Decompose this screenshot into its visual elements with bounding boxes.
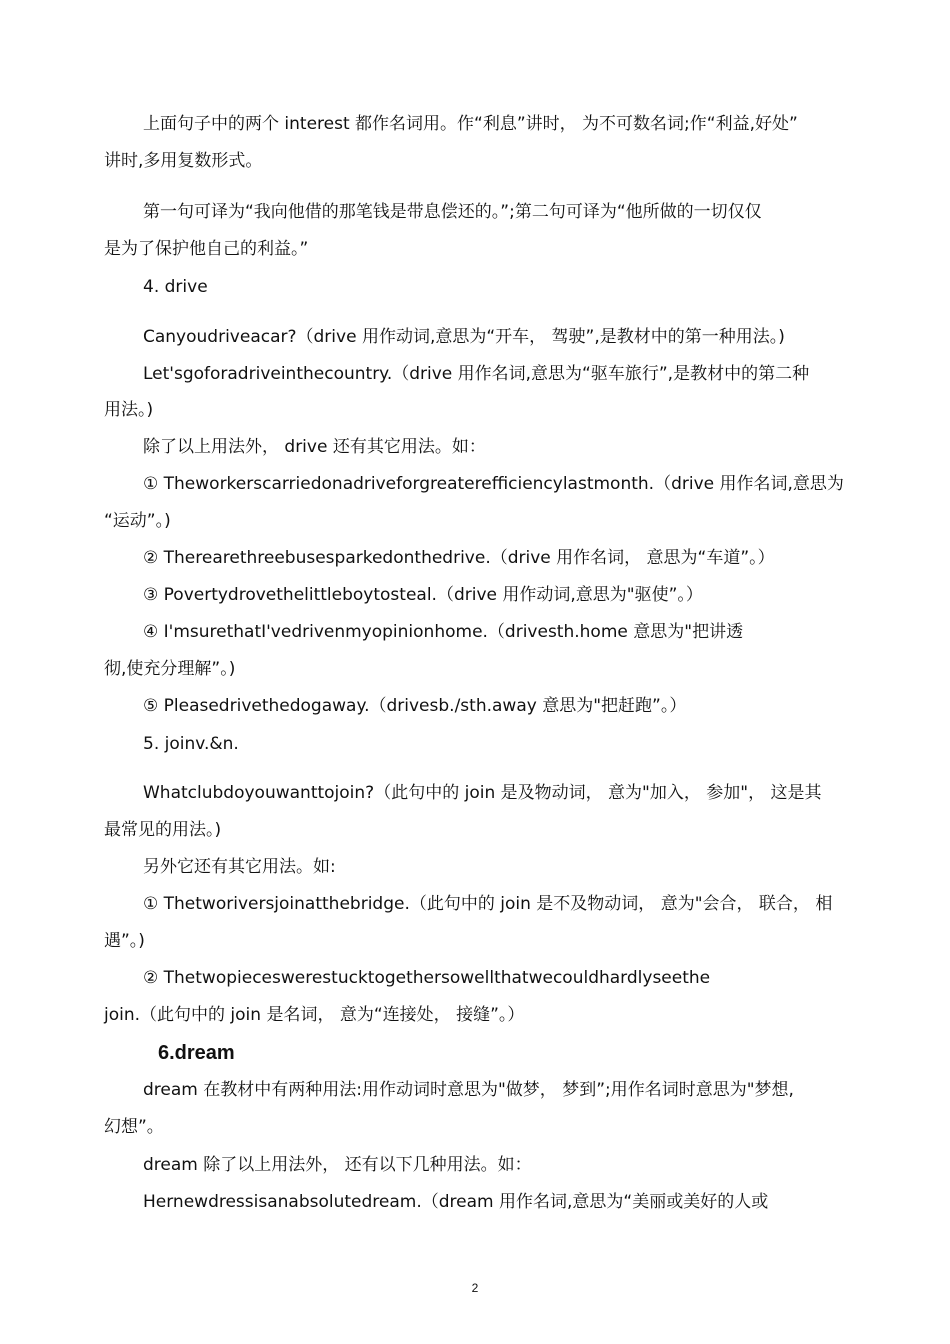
list-item: ① Theworkerscarriedonadriveforgreaterefficiencylastmonth.（drive 用作名词,意思为: [143, 474, 844, 494]
paragraph-line: 是为了保护他自己的利益。”: [104, 239, 309, 259]
list-item: ③ Povertydrovethelittleboytosteal.（drive 用作动词,意思为"驱使”。）: [143, 585, 703, 605]
list-item: ④ I'msurethatI'vedrivenmyopinionhome.（drivesth.home 意思为"把讲透: [143, 622, 744, 642]
list-item: ⑤ Pleasedrivethedogaway.（drivesb./sth.away 意思为"把赶跑”。）: [143, 696, 687, 716]
paragraph-line: Canyoudriveacar?（drive 用作动词,意思为“开车， 驾驶”,是教材中的第一种用法。): [143, 327, 785, 347]
paragraph-line: 讲时,多用复数形式。: [104, 151, 263, 171]
paragraph-line: 幻想”。: [104, 1117, 164, 1137]
paragraph-line: 上面句子中的两个 interest 都作名词用。作“利息”讲时， 为不可数名词;作“利益,好处”: [143, 114, 798, 134]
paragraph-line: Let'sgoforadriveinthecountry.（drive 用作名词,意思为“驱车旅行”,是教材中的第二种: [143, 364, 810, 384]
list-item: ① Thetworiversjoinatthebridge.（此句中的 join 是不及物动词， 意为"会合， 联合， 相: [143, 894, 833, 914]
paragraph-line: 另外它还有其它用法。如:: [143, 857, 336, 877]
page-number: 2: [471, 1281, 479, 1295]
paragraph-line: Whatclubdoyouwanttojoin?（此句中的 join 是及物动词， 意为"加入， 参加"， 这是其: [143, 783, 822, 803]
section-title: 4. drive: [143, 277, 208, 297]
list-item-continuation: 遇”。): [104, 931, 145, 951]
paragraph-line: dream 除了以上用法外， 还有以下几种用法。如：: [143, 1155, 532, 1175]
list-item: ② Therearethreebusesparkedonthedrive.（drive 用作名词， 意思为“车道”。）: [143, 548, 775, 568]
paragraph-line: 最常见的用法。): [104, 820, 222, 840]
paragraph-line: 第一句可译为“我向他借的那笔钱是带息偿还的。”;第二句可译为“他所做的一切仅仅: [143, 202, 762, 222]
paragraph-line: 用法。): [104, 400, 154, 420]
section-heading: 6.dream: [158, 1042, 235, 1064]
paragraph-line: 除了以上用法外， drive 还有其它用法。如：: [143, 437, 486, 457]
list-item-continuation: 彻,使充分理解”。): [104, 659, 236, 679]
paragraph-line: dream 在教材中有两种用法:用作动词时意思为"做梦， 梦到”;用作名词时意思为"梦想,: [143, 1080, 794, 1100]
paragraph-line: Hernewdressisanabsolutedream.（dream 用作名词,意思为“美丽或美好的人或: [143, 1192, 769, 1212]
list-item-continuation: “运动”。): [104, 511, 171, 531]
list-item-continuation: join.（此句中的 join 是名词， 意为“连接处， 接缝”。）: [104, 1005, 525, 1025]
list-item: ② Thetwopieceswerestucktogethersowellthatwecouldhardlyseethe: [143, 968, 711, 988]
section-title: 5. joinv.&n.: [143, 734, 239, 754]
